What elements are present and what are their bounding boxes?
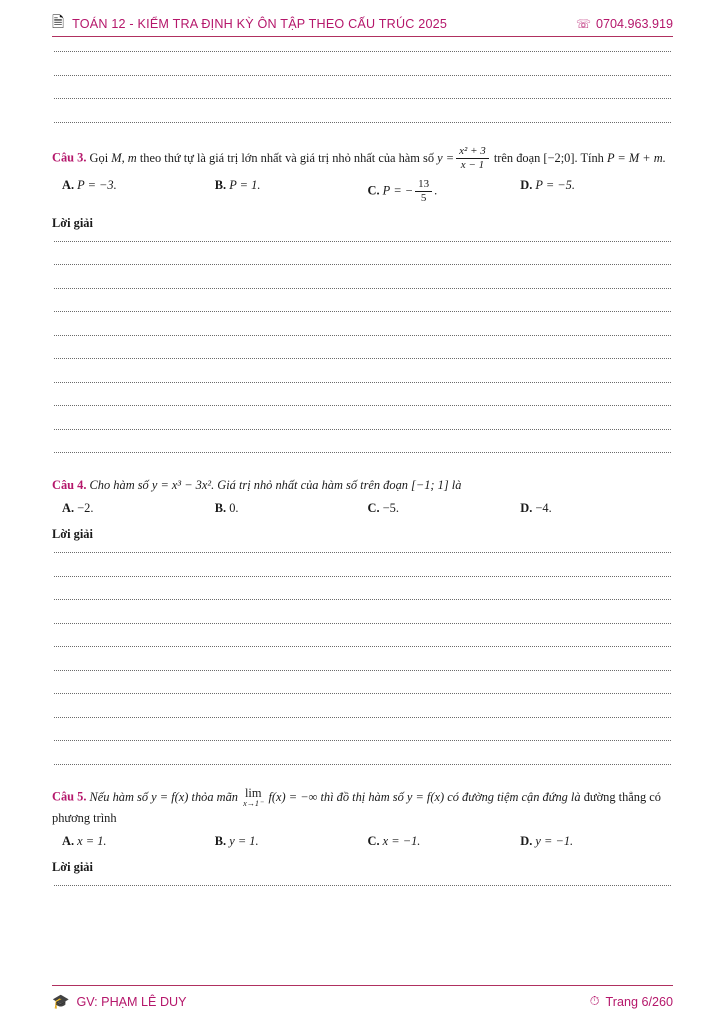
answer-line bbox=[54, 670, 671, 671]
q5-limit bbox=[243, 787, 263, 809]
question-5-text bbox=[52, 786, 661, 825]
graduation-cap-icon: 🎓 bbox=[52, 993, 70, 1009]
question-4-solution-label: Lời giải bbox=[52, 527, 93, 542]
choice-d-text: P = −5. bbox=[535, 178, 575, 193]
q3-text-3: theo thứ tự là giá trị lớn nhất và giá trị nhỏ nhất của hàm số bbox=[139, 150, 435, 165]
choice-b-letter: B. bbox=[214, 178, 227, 193]
choice-c-fraction-numerator: 13 bbox=[418, 178, 430, 191]
answer-line bbox=[54, 75, 671, 76]
question-4-label: Câu 4. bbox=[52, 477, 87, 492]
footer-page bbox=[590, 994, 673, 1009]
q5-limit-op: lim bbox=[244, 786, 262, 801]
phone-icon: ☏ bbox=[575, 16, 591, 31]
choice-b-letter: B. bbox=[214, 834, 227, 849]
page-header bbox=[52, 0, 673, 37]
header-phone bbox=[576, 17, 673, 31]
choice-a-letter: A. bbox=[62, 501, 75, 516]
choice-b-text: P = 1. bbox=[229, 178, 261, 193]
answer-line bbox=[54, 98, 671, 99]
answer-line bbox=[54, 405, 671, 406]
choice-c[interactable] bbox=[368, 178, 521, 204]
question-4-answer-area[interactable] bbox=[52, 552, 673, 765]
answer-line bbox=[54, 264, 671, 265]
question-3-text bbox=[89, 145, 666, 171]
answer-line bbox=[54, 599, 671, 600]
choice-b[interactable] bbox=[215, 501, 368, 516]
q3-fraction-numerator: x² + 3 bbox=[459, 145, 486, 157]
answer-line bbox=[54, 429, 671, 430]
choice-c-text: −5. bbox=[382, 501, 399, 516]
choice-b-letter: B. bbox=[214, 501, 227, 516]
choice-c-letter: C. bbox=[367, 183, 380, 198]
choice-c-letter: C. bbox=[367, 501, 380, 516]
choice-c-fraction-denominator: 5 bbox=[415, 191, 432, 205]
answer-line bbox=[54, 740, 671, 741]
question-4-text: Cho hàm số y = x³ − 3x². Giá trị nhỏ nhất của hàm số trên đoạn [−1; 1] là bbox=[89, 477, 462, 492]
choice-b-text: 0. bbox=[229, 501, 239, 516]
answer-line bbox=[54, 241, 671, 242]
choice-d-text: y = −1. bbox=[535, 834, 574, 849]
choice-c[interactable] bbox=[368, 834, 521, 849]
choice-b-text: y = 1. bbox=[229, 834, 259, 849]
choice-a-text: P = −3. bbox=[77, 178, 117, 193]
choice-a[interactable] bbox=[62, 501, 215, 516]
question-3-answer-area[interactable] bbox=[52, 241, 673, 454]
choice-c-fraction bbox=[415, 178, 432, 204]
answer-line bbox=[54, 764, 671, 765]
question-4 bbox=[52, 476, 673, 495]
footer-teacher-name: GV: PHẠM LÊ DUY bbox=[76, 994, 187, 1009]
question-3-solution-label: Lời giải bbox=[52, 215, 93, 230]
choice-a-letter: A. bbox=[62, 834, 75, 849]
q5-text-3: đường thẳng có phương trình bbox=[52, 789, 661, 825]
answer-line bbox=[54, 452, 671, 453]
answer-line bbox=[54, 122, 671, 123]
choice-d-text: −4. bbox=[535, 501, 552, 516]
choice-a-text: x = 1. bbox=[77, 834, 107, 849]
q5-text-1: Nếu hàm số y = f(x) thỏa mãn bbox=[89, 789, 238, 804]
answer-line bbox=[54, 382, 671, 383]
question-5-answer-area[interactable] bbox=[52, 885, 673, 886]
q3-text-2: M, m bbox=[111, 150, 137, 165]
question-5-solution-label: Lời giải bbox=[52, 860, 93, 875]
choice-a-letter: A. bbox=[62, 178, 75, 193]
header-phone-number: 0704.963.919 bbox=[595, 16, 673, 31]
page-footer bbox=[52, 985, 673, 1010]
q3-text-4: trên đoạn [−2;0]. Tính bbox=[493, 150, 604, 165]
question-3-label: Câu 3. bbox=[52, 150, 87, 165]
choice-a[interactable] bbox=[62, 178, 215, 204]
choice-d-letter: D. bbox=[520, 501, 533, 516]
choice-a-text: −2. bbox=[77, 501, 94, 516]
q3-text-5: P = M + m. bbox=[606, 150, 666, 165]
answer-line bbox=[54, 51, 671, 52]
question-5 bbox=[52, 787, 673, 827]
answer-line bbox=[54, 576, 671, 577]
answer-line bbox=[54, 335, 671, 336]
choice-d-letter: D. bbox=[520, 178, 533, 193]
answer-line bbox=[54, 288, 671, 289]
choice-d-letter: D. bbox=[520, 834, 533, 849]
answer-line bbox=[54, 358, 671, 359]
q5-limit-subscript: x→1⁻ bbox=[243, 799, 264, 809]
clock-icon: ⏱ bbox=[589, 994, 600, 1008]
choice-b[interactable] bbox=[215, 834, 368, 849]
document-icon: 🗎 bbox=[52, 15, 65, 31]
answer-line bbox=[54, 646, 671, 647]
answer-line bbox=[54, 717, 671, 718]
q5-text-2: f(x) = −∞ thì đồ thị hàm số y = f(x) có đường tiệm cận đứng là bbox=[268, 789, 581, 804]
question-4-choices bbox=[52, 501, 673, 516]
question-3 bbox=[52, 145, 673, 171]
answer-lines-top bbox=[52, 51, 673, 123]
footer-page-number: Trang 6/260 bbox=[605, 994, 673, 1009]
answer-line bbox=[54, 885, 671, 886]
choice-a[interactable] bbox=[62, 834, 215, 849]
question-3-choices bbox=[52, 178, 673, 204]
question-5-label: Câu 5. bbox=[52, 789, 87, 804]
choice-d[interactable] bbox=[520, 178, 673, 204]
q3-fraction-denominator: x − 1 bbox=[456, 158, 489, 172]
q3-fraction bbox=[456, 145, 489, 171]
answer-line bbox=[54, 693, 671, 694]
header-title: TOÁN 12 - KIỂM TRA ĐỊNH KỲ ÔN TẬP THEO CẤU TRÚC 2025 bbox=[72, 16, 448, 31]
choice-d[interactable] bbox=[520, 834, 673, 849]
answer-line bbox=[54, 311, 671, 312]
q3-expr-lead: y = bbox=[437, 150, 455, 165]
choice-c-letter: C. bbox=[367, 834, 380, 849]
choice-c-text: x = −1. bbox=[382, 834, 421, 849]
answer-line bbox=[54, 623, 671, 624]
choice-c-period: . bbox=[434, 183, 438, 198]
choice-c[interactable] bbox=[368, 501, 521, 516]
question-5-choices bbox=[52, 834, 673, 849]
choice-d[interactable] bbox=[520, 501, 673, 516]
footer-teacher bbox=[52, 993, 590, 1010]
answer-line bbox=[54, 552, 671, 553]
q3-text-1: Gọi bbox=[89, 150, 109, 165]
choice-b[interactable] bbox=[215, 178, 368, 204]
choice-c-text: P = − bbox=[382, 183, 414, 198]
